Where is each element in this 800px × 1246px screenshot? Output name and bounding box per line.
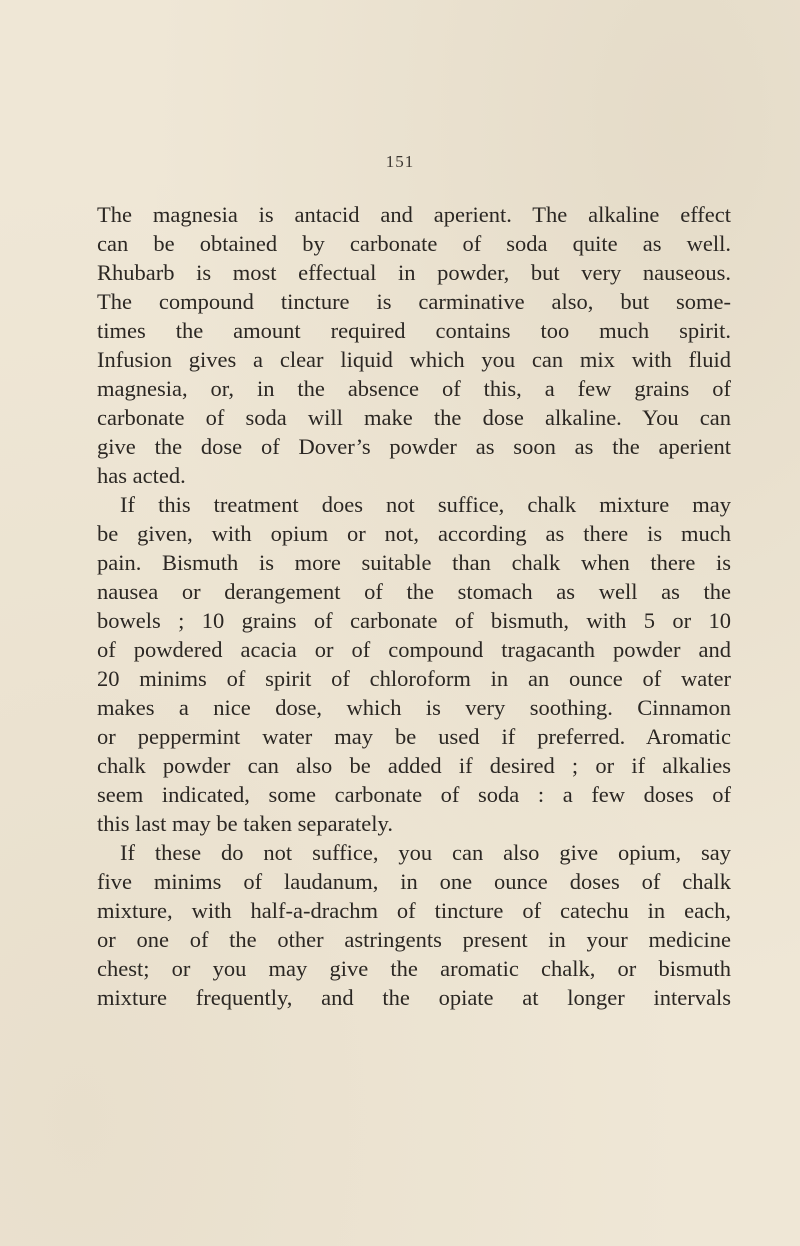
- text-line: Infusion gives a clear liquid which you can mix with fluid: [97, 347, 731, 372]
- text-line: If these do not suffice, you can also give opium, say: [120, 840, 731, 865]
- text-line: has acted.: [97, 463, 186, 488]
- text-line: pain. Bismuth is more suitable than chalk when there is: [97, 550, 731, 575]
- text-line: mixture frequently, and the opiate at longer intervals: [97, 985, 731, 1010]
- text-line: 20 minims of spirit of chloroform in an ounce of water: [97, 666, 731, 691]
- text-line: seem indicated, some carbonate of soda : a few doses of: [97, 782, 731, 807]
- body-text: [97, 200, 731, 1012]
- text-line: carbonate of soda will make the dose alkaline. You can: [97, 405, 731, 430]
- paragraph: [97, 490, 731, 838]
- text-line: give the dose of Dover’s powder as soon as the aperient: [97, 434, 731, 459]
- text-line: or one of the other astringents present in your medicine: [97, 927, 731, 952]
- text-line: The compound tincture is carminative also, but some-: [97, 289, 731, 314]
- text-line: The magnesia is antacid and aperient. The alkaline effect: [97, 202, 731, 227]
- text-line: or peppermint water may be used if preferred. Aromatic: [97, 724, 731, 749]
- text-line: magnesia, or, in the absence of this, a few grains of: [97, 376, 731, 401]
- paragraph: [97, 200, 731, 490]
- text-line: times the amount required contains too much spirit.: [97, 318, 731, 343]
- text-line: be given, with opium or not, according as there is much: [97, 521, 731, 546]
- text-line: chest; or you may give the aromatic chalk, or bismuth: [97, 956, 731, 981]
- text-line: Rhubarb is most effectual in powder, but very nauseous.: [97, 260, 731, 285]
- paragraph: [97, 838, 731, 1012]
- page-number: 151: [385, 152, 415, 171]
- text-line: makes a nice dose, which is very soothing. Cinnamon: [97, 695, 731, 720]
- text-line: nausea or derangement of the stomach as well as the: [97, 579, 731, 604]
- text-line: chalk powder can also be added if desired ; or if alkalies: [97, 753, 731, 778]
- text-line: bowels ; 10 grains of carbonate of bismuth, with 5 or 10: [97, 608, 731, 633]
- text-line: five minims of laudanum, in one ounce doses of chalk: [97, 869, 731, 894]
- text-line: this last may be taken separately.: [97, 811, 393, 836]
- text-line: If this treatment does not suffice, chalk mixture may: [120, 492, 731, 517]
- text-line: mixture, with half-a-drachm of tincture of catechu in each,: [97, 898, 731, 923]
- text-line: of powdered acacia or of compound tragacanth powder and: [97, 637, 731, 662]
- text-line: can be obtained by carbonate of soda quite as well.: [97, 231, 731, 256]
